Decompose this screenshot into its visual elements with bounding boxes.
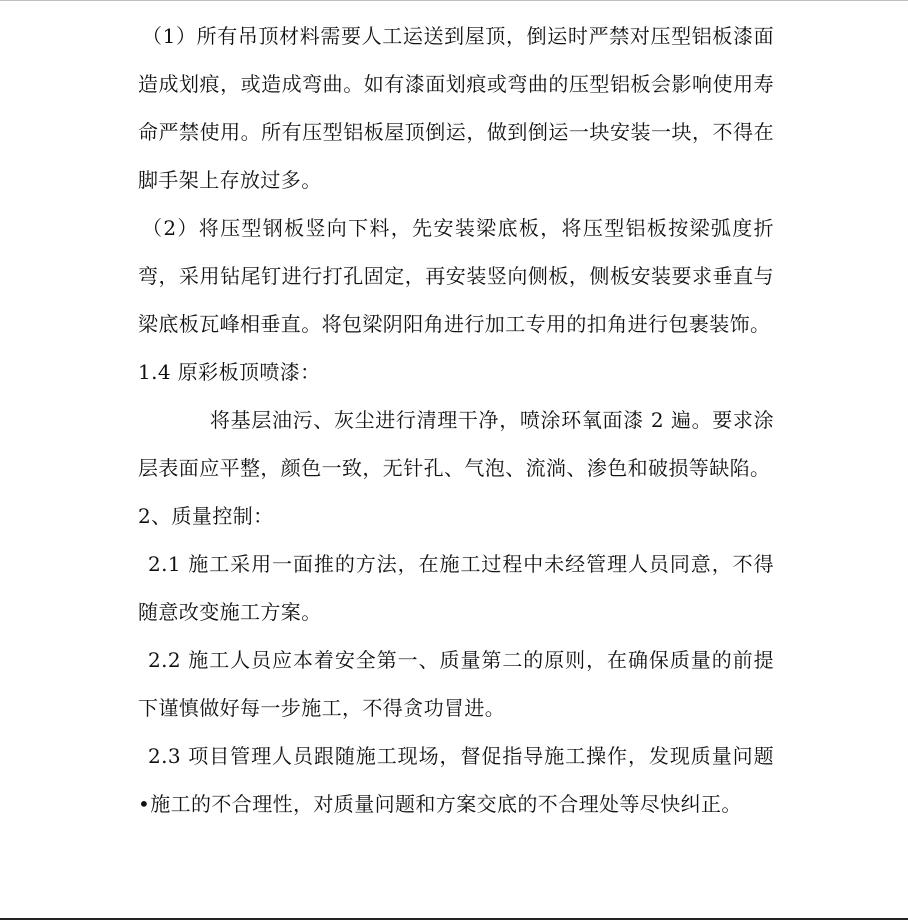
paragraph-paint-spec: 将基层油污、灰尘进行清理干净，喷涂环氧面漆 2 遍。要求涂层表面应平整，颜色一致，无针孔、气泡、流淌、渗色和破损等缺陷。 [138, 408, 774, 480]
paragraph-2-1: 2.1 施工采用一面推的方法，在施工过程中未经管理人员同意，不得随意改变施工方案。 [138, 552, 774, 624]
paragraph-item-1: （1）所有吊顶材料需要人工运送到屋顶，倒运时严禁对压型铝板漆面造成划痕，或造成弯曲。如有漆面划痕或弯曲的压型铝板会影响使用寿命严禁使用。所有压型铝板屋顶倒运，做到倒运一块安装一块，不得在脚手架上存放过多。 [138, 24, 774, 192]
paragraph-2-3: 2.3 项目管理人员跟随施工现场，督促指导施工操作，发现质量问题 •施工的不合理性，对质量问题和方案交底的不合理处等尽快纠正。 [138, 744, 774, 816]
section-heading-1-4: 1.4 原彩板顶喷漆： [138, 360, 321, 384]
document-page [138, 12, 774, 828]
top-rule [0, 0, 908, 1]
section-heading-quality-control: 2、质量控制： [138, 504, 274, 528]
paragraph-item-2: （2）将压型钢板竖向下料，先安装梁底板，将压型铝板按梁弧度折弯，采用钻尾钉进行打孔固定，再安装竖向侧板，侧板安装要求垂直与梁底板瓦峰相垂直。将包梁阴阳角进行加工专用的扣角进行包裹装饰。 [138, 216, 774, 336]
paragraph-2-2: 2.2 施工人员应本着安全第一、质量第二的原则，在确保质量的前提下谨慎做好每一步施工，不得贪功冒进。 [138, 648, 774, 720]
